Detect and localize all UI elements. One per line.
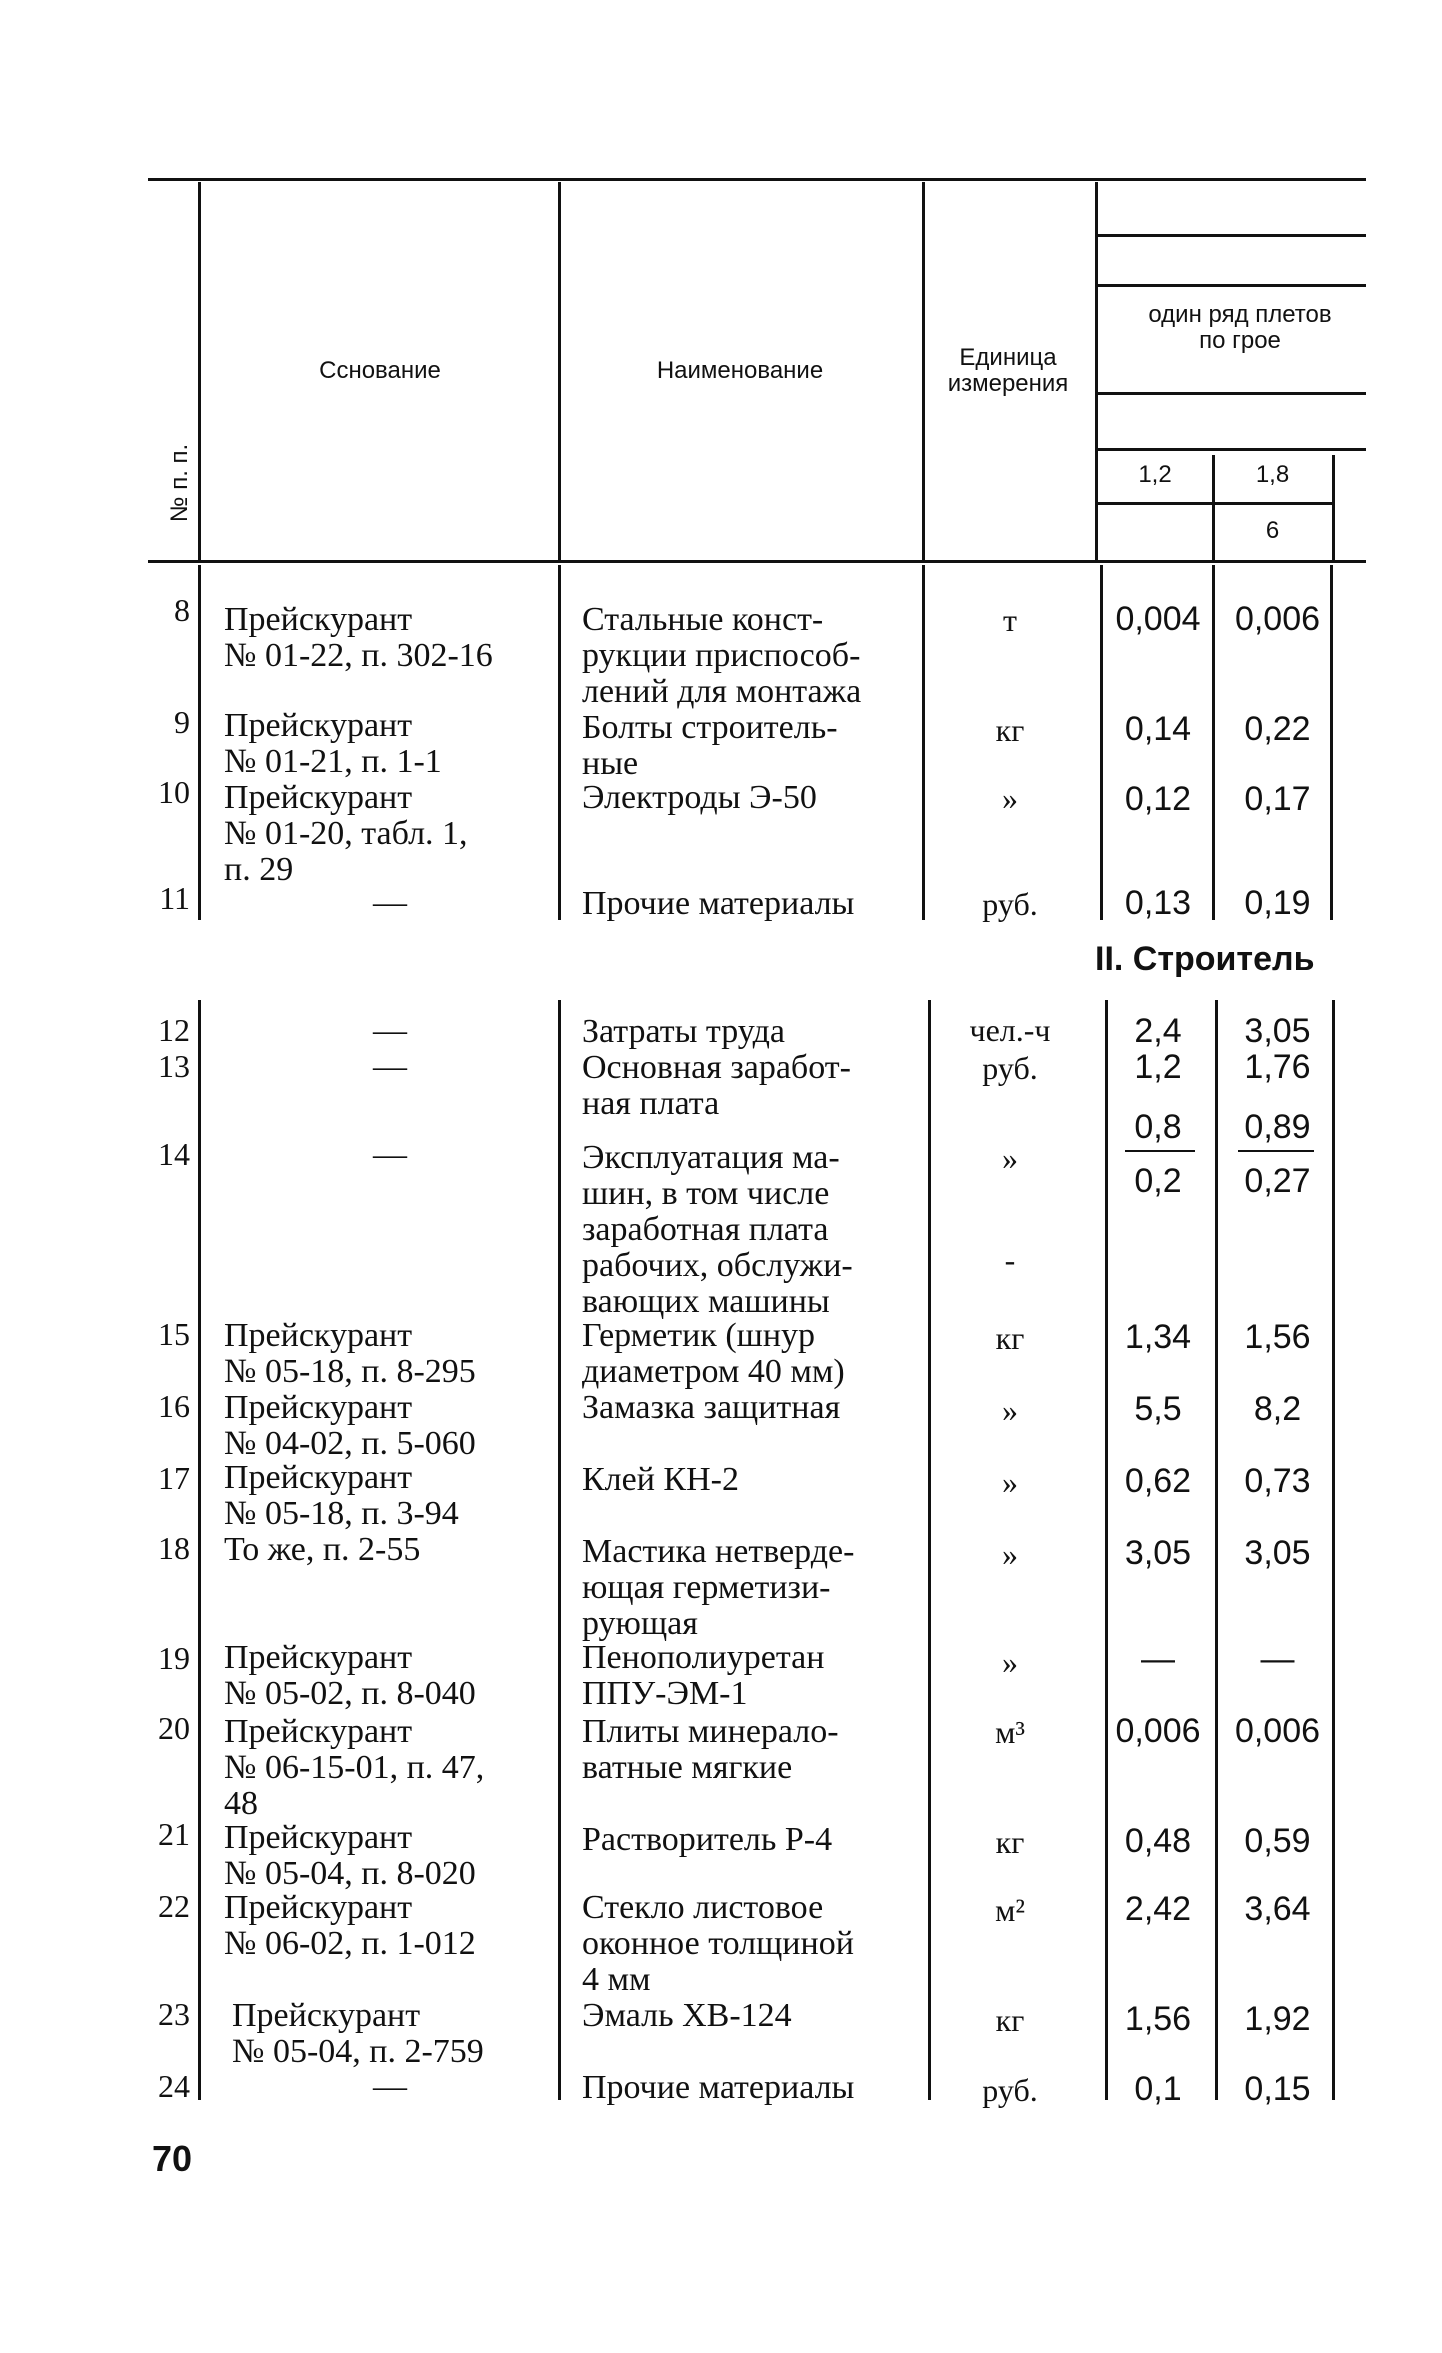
row-value-2: 0,006 bbox=[1234, 1712, 1321, 1750]
sub-header-1: 1,2 bbox=[1138, 461, 1172, 488]
header-rule-e bbox=[1098, 502, 1332, 505]
row-value-2: 8,2 bbox=[1253, 1390, 1302, 1428]
row-unit: кг bbox=[995, 2002, 1025, 2038]
col-unit-header: Единица измерения bbox=[947, 344, 1069, 397]
row-value-1: 2,42 bbox=[1124, 1890, 1192, 1928]
row-unit: кг bbox=[995, 1320, 1025, 1356]
row-value-2: 0,006 bbox=[1234, 600, 1321, 638]
body-divider-3a bbox=[922, 565, 925, 920]
row-value-1-numerator: 0,8 bbox=[1134, 1108, 1182, 1146]
header-divider-6 bbox=[1332, 455, 1335, 560]
row-value-1: 1,34 bbox=[1124, 1318, 1192, 1356]
row-unit: м² bbox=[995, 1892, 1025, 1928]
row-basis: Прейскурант № 05-04, п. 2-759 bbox=[232, 1997, 484, 2070]
row-name: Болты строитель- ные bbox=[582, 709, 838, 782]
row-unit: руб. bbox=[982, 2072, 1038, 2108]
row-name: Основная заработ- ная плата bbox=[582, 1049, 851, 1122]
row-unit: чел.-ч bbox=[969, 1012, 1051, 1048]
row-number: 9 bbox=[174, 704, 190, 740]
row-value-1: 3,05 bbox=[1124, 1534, 1192, 1572]
row-number: 14 bbox=[158, 1136, 190, 1172]
row-value-1: 0,14 bbox=[1124, 710, 1192, 748]
row-value-1: — bbox=[1141, 1640, 1175, 1678]
row-name: Плиты минерало- ватные мягкие bbox=[582, 1713, 839, 1786]
row-number: 23 bbox=[158, 1996, 190, 2032]
row-name: Замазка защитная bbox=[582, 1389, 841, 1426]
row-value-1-denominator: 0,2 bbox=[1134, 1162, 1182, 1200]
row-number: 11 bbox=[159, 880, 190, 916]
sub-header-3: 6 bbox=[1265, 517, 1280, 544]
row-basis: Прейскурант № 06-02, п. 1-012 bbox=[224, 1889, 476, 1962]
top-rule bbox=[148, 178, 1366, 181]
row-value-1: 0,1 bbox=[1134, 2070, 1182, 2108]
row-basis: Прейскурант № 04-02, п. 5-060 bbox=[224, 1389, 476, 1462]
row-basis: Прейскурант № 01-22, п. 302-16 bbox=[224, 601, 493, 674]
row-unit: руб. bbox=[982, 886, 1038, 922]
row-unit-mark: - bbox=[1004, 1242, 1016, 1278]
header-rule-b bbox=[1098, 284, 1366, 287]
row-name: Пенополиуретан ППУ-ЭМ-1 bbox=[582, 1639, 825, 1712]
row-number: 22 bbox=[158, 1888, 190, 1924]
row-name: Мастика нетверде- ющая герметизи- рующая bbox=[582, 1533, 855, 1642]
row-value-2: — bbox=[1260, 1640, 1295, 1678]
fraction-line bbox=[1125, 1150, 1195, 1152]
row-name: Эмаль ХВ-124 bbox=[582, 1997, 792, 2034]
body-divider-1a bbox=[198, 565, 201, 920]
page-number: 70 bbox=[152, 2138, 193, 2179]
header-bottom-rule bbox=[148, 560, 1366, 563]
row-name: Растворитель Р-4 bbox=[582, 1821, 833, 1858]
row-unit: » bbox=[1002, 1644, 1018, 1680]
row-number: 10 bbox=[158, 774, 190, 810]
row-value-2: 1,92 bbox=[1244, 2000, 1311, 2038]
row-value-2: 3,05 bbox=[1244, 1534, 1311, 1572]
row-name: Электроды Э-50 bbox=[582, 779, 817, 816]
row-value-1: 5,5 bbox=[1134, 1390, 1182, 1428]
row-value-2: 0,15 bbox=[1244, 2070, 1311, 2108]
body-divider-5b bbox=[1215, 1000, 1218, 2100]
row-value-2: 1,56 bbox=[1244, 1318, 1311, 1356]
row-unit: » bbox=[1002, 1464, 1018, 1500]
row-unit: » bbox=[1002, 780, 1018, 816]
row-value-2-numerator: 0,89 bbox=[1244, 1108, 1311, 1146]
row-value-1: 0,12 bbox=[1124, 780, 1192, 818]
row-number: 18 bbox=[158, 1530, 190, 1566]
row-number: 24 bbox=[158, 2068, 190, 2104]
row-value-2: 3,64 bbox=[1244, 1890, 1311, 1928]
row-unit: » bbox=[1002, 1140, 1018, 1176]
row-value-2: 1,76 bbox=[1244, 1048, 1311, 1086]
header-divider-3 bbox=[922, 182, 925, 560]
row-number: 20 bbox=[158, 1710, 190, 1746]
body-divider-2a bbox=[558, 565, 561, 920]
row-value-1: 1,56 bbox=[1124, 2000, 1192, 2038]
section-title: II. Строитель bbox=[1095, 940, 1315, 978]
row-unit: м³ bbox=[995, 1714, 1025, 1750]
row-value-2: 3,05 bbox=[1244, 1012, 1311, 1050]
row-value-2-denominator: 0,27 bbox=[1244, 1162, 1311, 1200]
group-header: один ряд плетов по грое bbox=[1148, 301, 1332, 354]
row-number: 8 bbox=[174, 592, 190, 628]
row-name: Затраты труда bbox=[582, 1013, 786, 1050]
row-value-1: 0,62 bbox=[1124, 1462, 1192, 1500]
row-basis: Прейскурант № 05-02, п. 8-040 bbox=[224, 1639, 476, 1712]
row-basis: То же, п. 2-55 bbox=[224, 1531, 421, 1568]
row-value-2: 0,17 bbox=[1244, 780, 1311, 818]
row-value-1: 0,006 bbox=[1115, 1712, 1201, 1750]
row-number: 19 bbox=[158, 1640, 190, 1676]
row-basis: — bbox=[373, 1012, 407, 1049]
row-number: 16 bbox=[158, 1388, 190, 1424]
row-unit: кг bbox=[995, 1824, 1025, 1860]
row-basis: — bbox=[373, 1136, 407, 1173]
row-value-1: 0,13 bbox=[1124, 884, 1192, 922]
row-basis: — bbox=[373, 1048, 407, 1085]
col-name-header: Наименование bbox=[656, 357, 824, 384]
col-num-header: № п. п. bbox=[166, 443, 193, 523]
row-unit: кг bbox=[995, 712, 1025, 748]
body-divider-1b bbox=[198, 1000, 201, 2100]
row-number: 15 bbox=[158, 1316, 190, 1352]
row-name: Стекло листовое оконное толщиной 4 мм bbox=[582, 1889, 854, 1998]
row-number: 21 bbox=[158, 1816, 190, 1852]
row-value-2: 0,73 bbox=[1244, 1462, 1311, 1500]
row-basis: Прейскурант № 01-21, п. 1-1 bbox=[224, 707, 442, 780]
header-divider-1 bbox=[198, 182, 201, 560]
row-number: 17 bbox=[158, 1460, 190, 1496]
body-divider-2b bbox=[558, 1000, 561, 2100]
row-value-1: 0,004 bbox=[1115, 600, 1201, 638]
row-basis: Прейскурант № 06-15-01, п. 47, 48 bbox=[224, 1713, 485, 1822]
row-basis: Прейскурант № 05-04, п. 8-020 bbox=[224, 1819, 476, 1892]
row-name: Клей КН-2 bbox=[582, 1461, 739, 1498]
row-unit: » bbox=[1002, 1536, 1018, 1572]
header-divider-2 bbox=[558, 182, 561, 560]
row-unit: » bbox=[1002, 1392, 1018, 1428]
row-name: Прочие материалы bbox=[582, 885, 855, 922]
row-value-2: 0,19 bbox=[1244, 884, 1311, 922]
header-rule-a bbox=[1098, 234, 1366, 237]
row-basis: Прейскурант № 01-20, табл. 1, п. 29 bbox=[224, 779, 468, 888]
row-number: 13 bbox=[158, 1048, 190, 1084]
row-name: Эксплуатация ма- шин, в том числе заработная плата рабочих, обслужи- вающих машины bbox=[582, 1139, 853, 1320]
row-name: Стальные конст- рукции приспособ- лений для монтажа bbox=[582, 601, 862, 710]
row-unit: т bbox=[1003, 602, 1017, 638]
row-value-2: 0,22 bbox=[1244, 710, 1311, 748]
row-basis: — bbox=[373, 884, 407, 921]
row-value-2: 0,59 bbox=[1244, 1822, 1311, 1860]
sub-header-2: 1,8 bbox=[1255, 461, 1290, 488]
row-basis: — bbox=[373, 2068, 407, 2105]
header-rule-d bbox=[1098, 448, 1366, 451]
row-value-1: 2,4 bbox=[1134, 1012, 1182, 1050]
row-basis: Прейскурант № 05-18, п. 3-94 bbox=[224, 1459, 459, 1532]
row-name: Герметик (шнур диаметром 40 мм) bbox=[582, 1317, 845, 1390]
fraction-line bbox=[1238, 1150, 1314, 1152]
row-number: 12 bbox=[158, 1012, 190, 1048]
col-basis-header: Сснование bbox=[319, 357, 441, 384]
row-value-1: 1,2 bbox=[1134, 1048, 1182, 1086]
row-unit: руб. bbox=[982, 1050, 1038, 1086]
row-basis: Прейскурант № 05-18, п. 8-295 bbox=[224, 1317, 476, 1390]
header-rule-c bbox=[1098, 392, 1366, 395]
row-value-1: 0,48 bbox=[1124, 1822, 1192, 1860]
row-name: Прочие материалы bbox=[582, 2069, 855, 2106]
